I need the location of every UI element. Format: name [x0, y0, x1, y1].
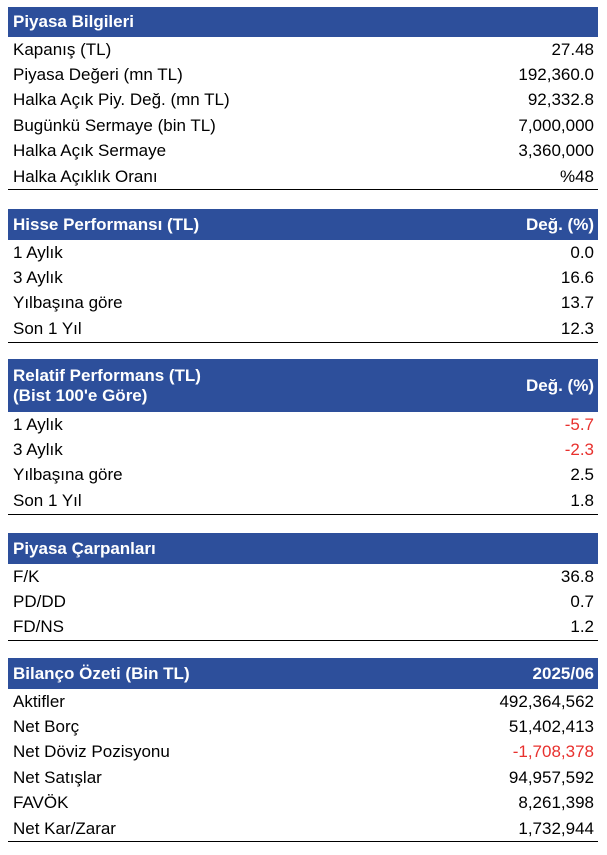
section-title: Hisse Performansı (TL): [13, 214, 200, 234]
balance-summary-section: [8, 658, 598, 842]
row-label: PD/DD: [13, 592, 66, 612]
row-value: 1.2: [570, 617, 594, 637]
row-label: FD/NS: [13, 617, 64, 637]
section-title: Relatif Performans (TL): [13, 365, 201, 385]
row-value: 13.7: [560, 293, 594, 313]
row-label: 3 Aylık: [13, 440, 63, 460]
table-row: [8, 589, 598, 614]
row-label: Net Satışlar: [13, 767, 102, 787]
section-column-header: 2025/06: [532, 663, 594, 683]
row-value: 94,957,592: [508, 767, 594, 787]
row-value: 1,732,944: [518, 818, 594, 838]
relative-performance-section: [8, 359, 598, 515]
market-info-rows: [8, 37, 598, 190]
row-value: 0.7: [570, 592, 594, 612]
table-row: [8, 240, 598, 265]
row-label: Net Kar/Zarar: [13, 818, 116, 838]
row-value: 36.8: [560, 566, 594, 586]
row-value: 492,364,562: [499, 691, 594, 711]
row-value: 7,000,000: [518, 115, 594, 135]
table-row: [8, 437, 598, 462]
market-info-header: [8, 7, 598, 37]
table-row: [8, 816, 598, 841]
row-value: 2.5: [570, 465, 594, 485]
table-row: [8, 740, 598, 765]
row-label: Son 1 Yıl: [13, 490, 82, 510]
table-row: [8, 113, 598, 138]
row-value: %48: [559, 166, 594, 186]
row-value: 27.48: [551, 39, 594, 59]
table-row: [8, 714, 598, 739]
row-label: Halka Açıklık Oranı: [13, 166, 158, 186]
row-label: FAVÖK: [13, 793, 69, 813]
table-row: [8, 412, 598, 437]
row-value-negative: -5.7: [564, 414, 594, 434]
market-info-section: [8, 7, 598, 190]
row-label: Net Döviz Pozisyonu: [13, 742, 170, 762]
table-row: [8, 791, 598, 816]
table-row: [8, 139, 598, 164]
table-row: [8, 765, 598, 790]
balance-summary-rows: [8, 689, 598, 842]
table-row: [8, 37, 598, 62]
row-label: 3 Aylık: [13, 268, 63, 288]
relative-performance-header: [8, 359, 598, 412]
table-row: [8, 62, 598, 87]
row-value: 3,360,000: [518, 141, 594, 161]
row-value: 92,332.8: [527, 90, 594, 110]
row-label: Bugünkü Sermaye (bin TL): [13, 115, 216, 135]
section-column-header: Değ. (%): [526, 375, 594, 395]
balance-summary-header: [8, 658, 598, 689]
section-title: Bilanço Özeti (Bin TL): [13, 663, 190, 683]
table-row: [8, 564, 598, 589]
row-label: Kapanış (TL): [13, 39, 112, 59]
row-label: F/K: [13, 566, 40, 586]
row-value: 8,261,398: [518, 793, 594, 813]
row-label: Halka Açık Piy. Değ. (mn TL): [13, 90, 230, 110]
row-value-negative: -1,708,378: [512, 742, 594, 762]
row-value: 12.3: [560, 318, 594, 338]
table-row: [8, 88, 598, 113]
row-label: Aktifler: [13, 691, 65, 711]
market-multiples-header: [8, 533, 598, 564]
section-column-header: Değ. (%): [526, 214, 594, 234]
row-label: Net Borç: [13, 717, 80, 737]
stock-performance-header: [8, 209, 598, 240]
table-row: [8, 164, 598, 189]
market-multiples-rows: [8, 564, 598, 641]
row-value: 1.8: [570, 490, 594, 510]
row-value: 0.0: [570, 242, 594, 262]
section-title: Piyasa Bilgileri: [13, 12, 134, 31]
table-row: [8, 291, 598, 316]
stock-performance-section: [8, 209, 598, 343]
row-label: Yılbaşına göre: [13, 465, 123, 485]
row-value: 51,402,413: [508, 717, 594, 737]
row-label: 1 Aylık: [13, 242, 63, 262]
table-row: [8, 488, 598, 513]
row-value: 16.6: [560, 268, 594, 288]
row-value: 192,360.0: [518, 65, 594, 85]
row-label: Halka Açık Sermaye: [13, 141, 167, 161]
section-subtitle: (Bist 100'e Göre): [13, 385, 148, 405]
relative-performance-rows: [8, 412, 598, 515]
table-row: [8, 265, 598, 290]
section-title: Piyasa Çarpanları: [13, 538, 156, 558]
row-label: 1 Aylık: [13, 414, 63, 434]
market-multiples-section: [8, 533, 598, 641]
row-label: Yılbaşına göre: [13, 293, 123, 313]
row-value-negative: -2.3: [564, 440, 594, 460]
row-label: Piyasa Değeri (mn TL): [13, 65, 183, 85]
table-row: [8, 689, 598, 714]
row-label: Son 1 Yıl: [13, 318, 82, 338]
table-row: [8, 615, 598, 640]
table-row: [8, 463, 598, 488]
table-row: [8, 316, 598, 341]
stock-performance-rows: [8, 240, 598, 343]
